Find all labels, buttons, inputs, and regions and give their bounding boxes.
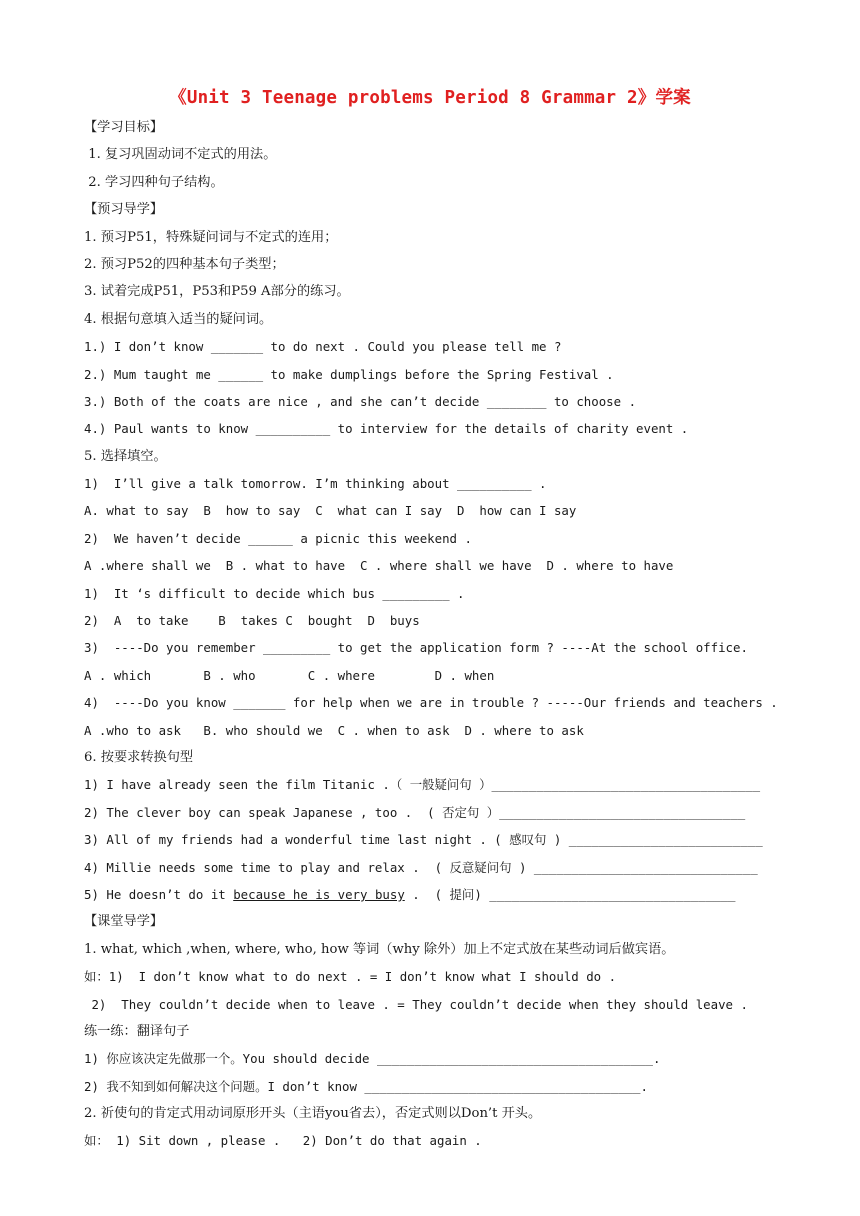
line-text: 1.) I don’t know _______ to do next . Could you please tell me ? [84,339,562,355]
worksheet-line [84,771,804,798]
line-text: A .who to ask B. who should we C . when to ask D . where to ask [84,722,584,738]
line-text: 2) 我不知到如何解决这个问题。I don’t know _____________________________________. [84,1078,648,1094]
line-text: A. what to say B how to say C what can I say D how can I say [84,503,577,519]
worksheet-line [84,854,804,881]
worksheet-line [84,580,804,607]
line-text: 4.) Paul wants to know __________ to interview for the details of charity event . [84,421,689,437]
worksheet-line [84,415,804,442]
line-text: 4) Millie needs some time to play and relax . ( 反意疑问句 ) ______________________________ [84,859,758,875]
line-text: 1) I have already seen the film Titanic .（ 一般疑问句 ）____________________________________ [84,777,761,793]
line-text: 5. 选择填空。 [84,448,167,464]
worksheet-line [84,525,804,552]
worksheet-line [84,141,804,168]
worksheet-line [84,114,804,141]
line-text-after: . ( 提问) _________________________________ [404,886,736,902]
line-text: 1. 预习P51，特殊疑问词与不定式的连用； [84,229,338,245]
worksheet-line [84,224,804,251]
line-text: 6. 按要求转换句型 [84,749,194,765]
worksheet-line [84,169,804,196]
worksheet-line [84,799,804,826]
worksheet-line [84,717,804,744]
line-text: 4. 根据句意填入适当的疑问词。 [84,311,273,327]
worksheet-line [84,908,804,935]
line-text: 1. 复习巩固动词不定式的用法。 [84,147,277,163]
worksheet-line [84,443,804,470]
line-text: 3. 试着完成P51，P53和P59 A部分的练习。 [84,284,350,300]
line-text: A .where shall we B . what to have C . where shall we have D . where to have [84,558,674,574]
line-text: 2) They couldn’t decide when to leave . = They couldn’t decide when they should leave . [84,996,748,1012]
line-text: 【课堂导学】 [84,914,164,930]
worksheet-line [84,1127,804,1154]
worksheet-line [84,936,804,963]
worksheet-line [84,196,804,223]
worksheet-line [84,278,804,305]
line-text: 2) The clever boy can speak Japanese , too . ( 否定句 ）_________________________________ [84,804,746,820]
line-text: 2. 预习P52的四种基本句子类型； [84,256,285,272]
line-text: 如： 1) Sit down , please . 2) Don’t do that again . [84,1133,482,1149]
line-text: 2) A to take B takes C bought D buys [84,613,420,629]
worksheet-line [84,1018,804,1045]
line-text: 2. 祈使句的肯定式用动词原形开头（主语you省去），否定式则以Don’t 开头。 [84,1106,542,1122]
worksheet-line [84,881,804,908]
worksheet-line [84,744,804,771]
line-text: 【预习导学】 [84,202,164,218]
line-text: 3) All of my friends had a wonderful time last night . ( 感叹句 ) __________________________ [84,832,763,848]
line-text: 2) We haven’t decide ______ a picnic this weekend . [84,530,472,546]
line-text: 如：1) I don’t know what to do next . = I don’t know what I should do . [84,969,617,985]
worksheet-line [84,826,804,853]
worksheet-line [84,1045,804,1072]
worksheet-line [84,251,804,278]
line-text: 4) ----Do you know _______ for help when we are in trouble ? -----Our friends and teachers . [84,695,778,711]
page-title: 《Unit 3 Teenage problems Period 8 Grammar 2》学案 [169,88,691,108]
line-text: 1. what, which ,when, where, who, how 等词（why 除外）加上不定式放在某些动词后做宾语。 [84,941,675,957]
worksheet-line [84,634,804,661]
line-text: 练一练：翻译句子 [84,1023,190,1039]
worksheet-line [84,306,804,333]
worksheet-line [84,552,804,579]
line-text: A . which B . who C . where D . when [84,667,495,683]
worksheet-line [84,388,804,415]
worksheet-line [84,689,804,716]
line-text: 5) He doesn’t do it [84,886,234,902]
worksheet-line [84,333,804,360]
worksheet-body [84,114,804,1155]
worksheet-line [84,607,804,634]
worksheet-line [84,662,804,689]
worksheet-line [84,1073,804,1100]
worksheet-line [84,361,804,388]
worksheet-line [84,991,804,1018]
line-text: 1) It ‘s difficult to decide which bus _________ . [84,585,465,601]
line-text: 1) 你应该决定先做那一个。You should decide _____________________________________. [84,1051,661,1067]
underlined-phrase: because he is very busy [233,886,405,902]
line-text: 1) I’ll give a talk tomorrow. I’m thinking about __________ . [84,476,547,492]
line-text: 3.) Both of the coats are nice , and she can’t decide ________ to choose . [84,393,637,409]
line-text: 2. 学习四种句子结构。 [84,174,224,190]
worksheet-line [84,470,804,497]
line-text: 2.) Mum taught me ______ to make dumplings before the Spring Festival . [84,366,614,382]
worksheet-line [84,1100,804,1127]
worksheet-line [84,963,804,990]
line-text: 3) ----Do you remember _________ to get the application form ? ----At the school office. [84,640,748,656]
worksheet-line [84,497,804,524]
line-text: 【学习目标】 [84,120,164,135]
